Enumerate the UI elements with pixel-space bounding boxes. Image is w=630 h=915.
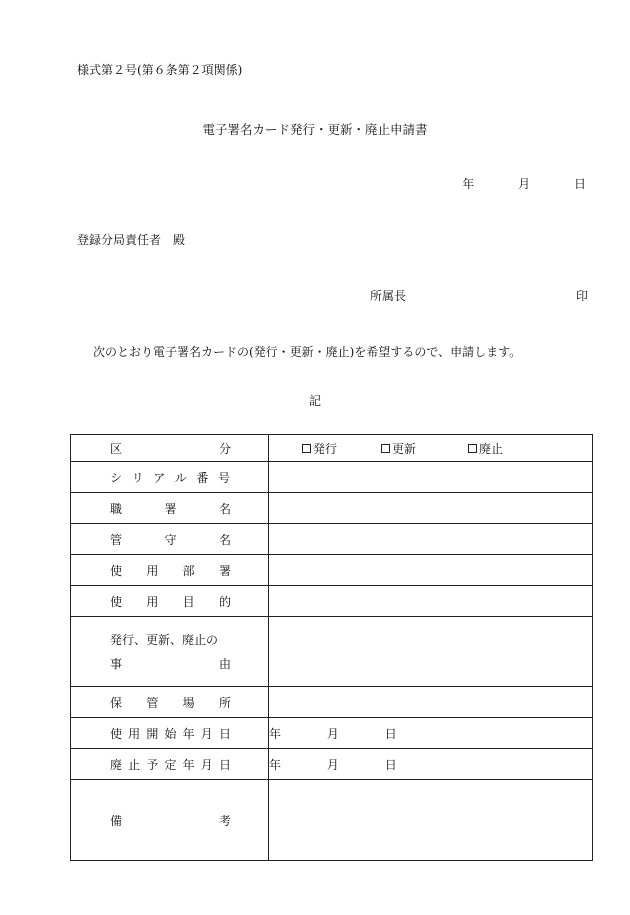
label-char: 始 — [164, 726, 177, 741]
checkbox-icon[interactable] — [302, 444, 311, 453]
label-cell — [71, 718, 269, 749]
ki-heading: 記 — [308, 394, 321, 408]
checkbox-icon[interactable] — [381, 444, 390, 453]
option-abolish[interactable] — [468, 440, 503, 457]
addressee: 登録分局責任者 殿 — [77, 233, 186, 247]
label-line: 発行、更新、廃止の — [110, 632, 219, 647]
option-label: 発行 — [313, 441, 338, 456]
document-title: 電子署名カード発行・更新・廃止申請書 — [202, 122, 428, 137]
label-char: 場 — [182, 695, 195, 710]
table-row-start-date — [71, 718, 593, 749]
purpose-field[interactable] — [269, 586, 593, 617]
table-row-end-date — [71, 749, 593, 780]
label-char: シ — [110, 470, 123, 485]
option-label: 更新 — [392, 441, 417, 456]
label-cell — [71, 462, 269, 493]
table-row-purpose — [71, 586, 593, 617]
label-char: 用 — [146, 594, 159, 609]
reason-field[interactable] — [269, 617, 593, 687]
option-issue[interactable] — [302, 440, 337, 457]
application-date — [462, 175, 586, 192]
label-char: 予 — [146, 757, 159, 772]
label-char: 使 — [110, 594, 123, 609]
checkbox-icon[interactable] — [468, 444, 477, 453]
position-name-field[interactable] — [269, 493, 593, 524]
table-row-department — [71, 555, 593, 586]
label-cell — [71, 555, 269, 586]
date-year: 年 — [269, 726, 282, 741]
applicant-line — [370, 287, 588, 304]
date-year: 年 — [269, 757, 282, 772]
start-date-field[interactable] — [269, 718, 593, 749]
label-char: 署 — [218, 563, 231, 578]
label-cell — [71, 617, 269, 687]
label-cell — [71, 687, 269, 718]
label-char: 職 — [110, 501, 123, 516]
remarks-field[interactable] — [269, 780, 593, 861]
label-char: 分 — [218, 441, 231, 456]
label-char: 番 — [196, 470, 209, 485]
label-char: 名 — [218, 532, 231, 547]
department-field[interactable] — [269, 555, 593, 586]
label-char: 開 — [146, 726, 159, 741]
label-char: ア — [153, 470, 166, 485]
storage-location-field[interactable] — [269, 687, 593, 718]
label-char: 用 — [146, 563, 159, 578]
label-char: 日 — [218, 757, 231, 772]
label-cell — [71, 749, 269, 780]
value-cell — [269, 435, 593, 462]
table-row-position — [71, 493, 593, 524]
label-char: 区 — [110, 441, 123, 456]
table-row-type — [71, 435, 593, 462]
table-row-serial — [71, 462, 593, 493]
label-char: 守 — [164, 532, 177, 547]
date-month: 月 — [326, 726, 339, 741]
request-statement: 次のとおり電子署名カードの(発行・更新・廃止)を希望するので、申請します。 — [93, 345, 522, 359]
end-date-field[interactable] — [269, 749, 593, 780]
date-month: 月 — [518, 177, 531, 191]
label-cell — [71, 435, 269, 462]
label-char: 部 — [182, 563, 195, 578]
label-char: 的 — [218, 594, 231, 609]
table-row-custodian — [71, 524, 593, 555]
label-char: 年 — [182, 757, 195, 772]
label-char: 日 — [218, 726, 231, 741]
label-char: 保 — [110, 695, 123, 710]
option-renew[interactable] — [381, 440, 416, 457]
label-char: 目 — [182, 594, 195, 609]
label-char: 号 — [217, 470, 230, 485]
table-row-reason — [71, 617, 593, 687]
form-number: 様式第２号(第６条第２項関係) — [77, 63, 243, 77]
label-char: 使 — [110, 563, 123, 578]
label-char: 備 — [110, 813, 123, 828]
seal-mark: 印 — [575, 289, 588, 303]
label-cell — [71, 780, 269, 861]
label-char: 廃 — [110, 757, 123, 772]
label-char: 署 — [164, 501, 177, 516]
applicant-label: 所属長 — [370, 289, 407, 303]
label-char: 月 — [200, 757, 213, 772]
table-row-remarks — [71, 780, 593, 861]
option-label: 廃止 — [479, 441, 504, 456]
date-day: 日 — [384, 726, 397, 741]
date-month: 月 — [326, 757, 339, 772]
label-char: 由 — [218, 656, 231, 671]
label-char: 名 — [218, 501, 231, 516]
label-char: 年 — [182, 726, 195, 741]
label-char: 定 — [164, 757, 177, 772]
label-char: 管 — [110, 532, 123, 547]
label-cell — [71, 493, 269, 524]
label-char: リ — [131, 470, 144, 485]
label-char: 使 — [110, 726, 123, 741]
label-char: 管 — [146, 695, 159, 710]
table-row-storage — [71, 687, 593, 718]
application-table — [70, 434, 593, 861]
date-day: 日 — [573, 177, 586, 191]
label-char: 止 — [128, 757, 141, 772]
label-cell — [71, 524, 269, 555]
label-char: 考 — [218, 813, 231, 828]
date-day: 日 — [384, 757, 397, 772]
custodian-name-field[interactable] — [269, 524, 593, 555]
serial-number-field[interactable] — [269, 462, 593, 493]
label-char: 用 — [128, 726, 141, 741]
label-char: 事 — [110, 656, 123, 671]
label-cell — [71, 586, 269, 617]
label-char: ル — [174, 470, 187, 485]
label-char: 所 — [218, 695, 231, 710]
date-year: 年 — [462, 177, 475, 191]
label-char: 月 — [200, 726, 213, 741]
